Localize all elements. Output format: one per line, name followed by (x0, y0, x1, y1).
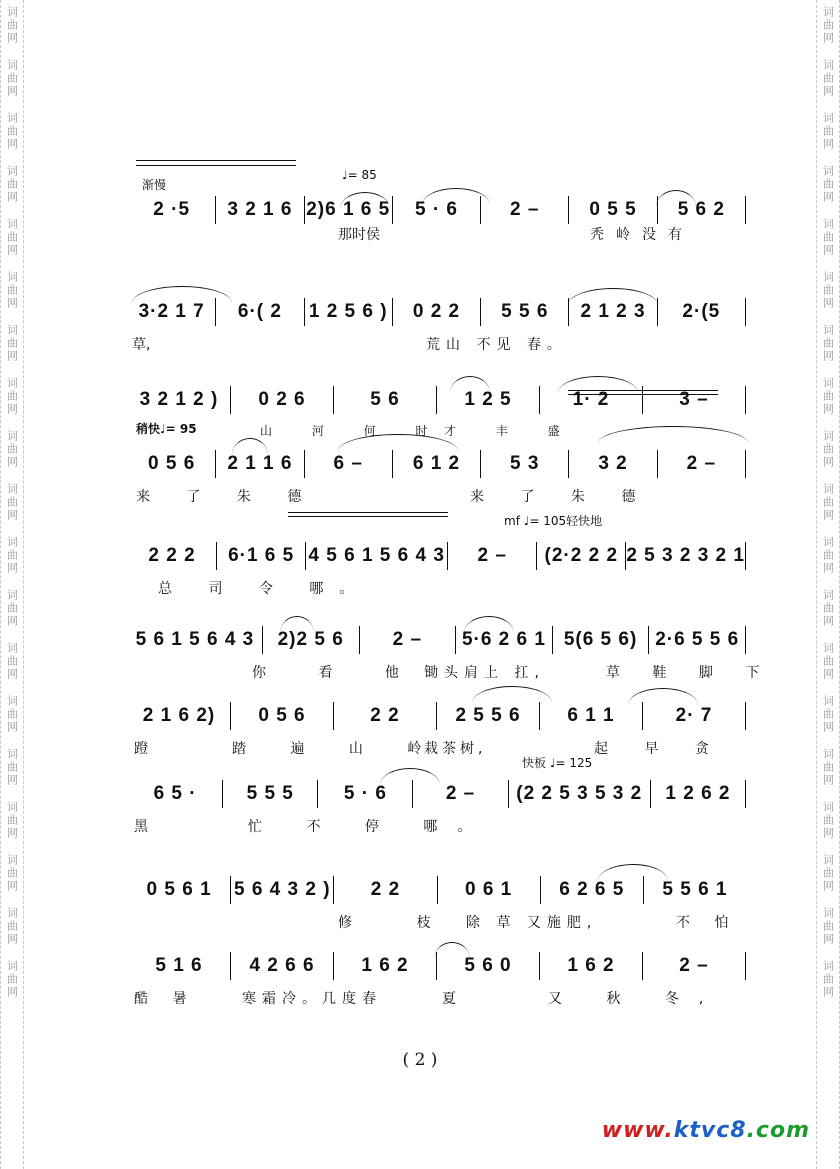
watermark-text: 词曲网 (821, 112, 835, 151)
lyric-text: 你 看 他 (252, 665, 423, 681)
site-logo (602, 1118, 810, 1143)
measure: 3 2 1 2 ) (139, 389, 219, 410)
logo-part: .com (746, 1118, 810, 1143)
watermark-text: 词曲网 (821, 165, 835, 204)
barline (745, 952, 746, 980)
hairpin-line (288, 512, 448, 513)
barline (745, 298, 746, 326)
watermark-text: 词曲网 (5, 854, 19, 893)
lyric-text: 忙 不 停 哪。 (248, 819, 492, 835)
watermark-text: 词曲网 (5, 112, 19, 151)
measure: 2 1 1 6 (227, 453, 293, 474)
measure: 2 2 (370, 879, 401, 900)
notation-line (128, 542, 746, 570)
slur (472, 686, 552, 703)
lyric-text: 起 早 贪 (594, 741, 725, 757)
measure: (2 2 5 3 5 3 2 (516, 783, 643, 804)
measure: 4 5 6 1 5 6 4 3 (308, 545, 445, 566)
measure: 2 – (686, 453, 717, 474)
notation-line (128, 450, 746, 478)
measure: 0 6 1 (464, 879, 513, 900)
measure: 5(6 5 6) (563, 629, 638, 650)
measure: 5 6 0 (464, 955, 512, 976)
watermark-text: 词曲网 (821, 271, 835, 310)
logo-part: www. (601, 1118, 674, 1143)
score-line-4 (128, 420, 746, 520)
watermark-text: 词曲网 (5, 483, 19, 522)
logo-part: ktvc8 (673, 1118, 747, 1143)
measure: 5 5 6 1 (662, 879, 728, 900)
watermark-text: 词曲网 (5, 6, 19, 45)
watermark-text: 词曲网 (5, 695, 19, 734)
watermark-text: 词曲网 (821, 59, 835, 98)
measure: (2·2 2 2 (544, 545, 619, 566)
measure: 3·2 1 7 (138, 301, 205, 322)
measure: 2 – (679, 955, 709, 976)
lyric-text: 才 丰 盛 (444, 424, 578, 438)
watermark-text: 词曲网 (5, 218, 19, 257)
measure: 5 5 6 (501, 301, 549, 322)
slur (380, 768, 440, 785)
watermark-text: 词曲网 (821, 324, 835, 363)
slur (464, 616, 514, 633)
measure: 2·6 5 5 6 (655, 629, 740, 650)
measure: 2· 7 (675, 705, 713, 726)
lyric-text: 来 了 朱 德 (136, 489, 318, 505)
left-watermark-strip (0, 0, 24, 1169)
measure: 1 2 5 (464, 389, 512, 410)
measure: 2 5 5 6 (455, 705, 521, 726)
watermark-text: 词曲网 (5, 642, 19, 681)
slur (338, 434, 458, 451)
measure: 5 3 (510, 453, 540, 474)
notation-line (128, 626, 746, 654)
watermark-text: 词曲网 (821, 589, 835, 628)
measure: 3 2 (598, 453, 628, 474)
hairpin-line (136, 165, 296, 166)
watermark-text: 词曲网 (821, 960, 835, 999)
barline (745, 702, 746, 730)
measure: 2 – (445, 783, 476, 804)
measure: 2 2 2 (148, 545, 196, 566)
measure: 4 2 6 6 (249, 955, 315, 976)
score-line-1 (128, 150, 746, 250)
slur (132, 286, 232, 303)
watermark-text: 词曲网 (5, 59, 19, 98)
watermark-text: 词曲网 (821, 907, 835, 946)
lyric-text: 又 秋 冬, (548, 991, 724, 1007)
measure: 1 2 6 2 (665, 783, 731, 804)
watermark-text: 词曲网 (5, 324, 19, 363)
measure: 2)6 1 6 5 (306, 199, 391, 220)
barline (745, 196, 746, 224)
measure: 3 – (679, 389, 709, 410)
measure: 1· 2 (572, 389, 610, 410)
watermark-text: 词曲网 (821, 801, 835, 840)
measure: 6·( 2 (237, 301, 282, 322)
hairpin-line (288, 516, 448, 517)
lyric-text: 夏 (442, 991, 456, 1007)
watermark-text: 词曲网 (5, 271, 19, 310)
score-line-2 (128, 268, 746, 368)
lyric-text: 山 河 何 时 (260, 424, 446, 438)
lyric-text: 草, (132, 337, 151, 353)
measure: 5 6 (370, 389, 400, 410)
measure: 0 5 6 (258, 705, 306, 726)
measure: 1 6 2 (361, 955, 409, 976)
slur (598, 426, 748, 443)
tempo-mark: mf ♩= 105轻快地 (504, 514, 603, 528)
measure: 2 ·5 (153, 199, 191, 220)
watermark-text: 词曲网 (5, 430, 19, 469)
slur (280, 616, 314, 633)
measure: 2)2 5 6 (277, 629, 344, 650)
measure: 2 – (477, 545, 507, 566)
barline (745, 450, 746, 478)
page-number: ( 2 ) (402, 1050, 438, 1070)
slur (568, 288, 658, 305)
measure: 3 2 1 6 (227, 199, 293, 220)
lyric-text: 蹬 (134, 741, 148, 757)
watermark-text: 词曲网 (5, 748, 19, 787)
lyric-text: 那时侯 (338, 227, 380, 243)
measure: 5 6 1 5 6 4 3 (135, 629, 255, 650)
measure: 6 5 · (153, 783, 197, 804)
measure: 6 1 2 (412, 453, 461, 474)
lyric-text: 荒山 不见 春。 (426, 337, 567, 353)
measure: 5 · 6 (343, 783, 387, 804)
measure: 2 – (510, 199, 540, 220)
measure: 0 5 6 1 (146, 879, 212, 900)
watermark-text: 词曲网 (5, 801, 19, 840)
score-line-10 (128, 922, 746, 1022)
watermark-text: 词曲网 (821, 6, 835, 45)
tempo-mark: 稍快♩= 95 (136, 422, 197, 436)
score-line-8 (128, 750, 746, 850)
measure: 5 6 2 (677, 199, 725, 220)
slur (628, 688, 698, 705)
lyric-text: 草 鞋 脚 下 (606, 665, 774, 681)
lyric-text: 修 枝 (338, 915, 461, 931)
measure: 0 5 6 (148, 453, 196, 474)
barline (745, 780, 746, 808)
measure: 2 5 3 2 3 2 1 (626, 545, 745, 566)
slur (450, 376, 490, 393)
measure: 0 2 2 (412, 301, 461, 322)
watermark-text: 词曲网 (821, 748, 835, 787)
slur (232, 438, 268, 455)
watermark-text: 词曲网 (821, 430, 835, 469)
slur (598, 864, 668, 881)
barline (745, 386, 746, 414)
slur (434, 942, 470, 959)
lyric-text: 黑 (134, 819, 148, 835)
measure: 5 5 5 (246, 783, 294, 804)
watermark-text: 词曲网 (5, 589, 19, 628)
measure: 2·(5 (682, 301, 721, 322)
watermark-text: 词曲网 (5, 536, 19, 575)
lyric-text: 寒霜冷。几度春 (242, 991, 382, 1007)
lyric-text: 不 怕 (676, 915, 739, 931)
tempo-mark: 渐慢 (142, 178, 167, 192)
watermark-text: 词曲网 (821, 854, 835, 893)
measure: 1 6 2 (567, 955, 615, 976)
lyric-text: 踏 遍 山 岭 (232, 741, 442, 757)
lyric-text: 栽茶树, (424, 741, 487, 757)
notation-line (128, 386, 746, 414)
measure: 6·1 6 5 (228, 545, 295, 566)
measure: 5 6 4 3 2 ) (233, 879, 331, 900)
measure: 1 2 5 6 ) (308, 301, 388, 322)
watermark-text: 词曲网 (5, 165, 19, 204)
lyric-text: 酷 暑 (134, 991, 197, 1007)
watermark-text: 词曲网 (821, 695, 835, 734)
lyric-text: 秃岭没有 (590, 227, 694, 243)
barline (745, 542, 746, 570)
measure: 6 2 6 5 (559, 879, 625, 900)
notation-line (128, 702, 746, 730)
tempo-mark: ♩= 85 (342, 168, 377, 182)
measure: 0 5 5 (589, 199, 637, 220)
measure: 2 1 2 3 (580, 301, 646, 322)
watermark-text: 词曲网 (5, 907, 19, 946)
lyric-text: 除 草 又施肥, (466, 915, 598, 931)
slur (340, 192, 390, 209)
measure: 6 – (333, 453, 363, 474)
right-watermark-strip (816, 0, 840, 1169)
measure: 5 · 6 (414, 199, 458, 220)
watermark-text: 词曲网 (821, 642, 835, 681)
lyric-text: 来 了 朱 德 (470, 489, 652, 505)
tempo-mark: 快板 ♩= 125 (522, 756, 593, 770)
barline (745, 626, 746, 654)
watermark-text: 词曲网 (5, 960, 19, 999)
slur (422, 188, 490, 205)
watermark-text: 词曲网 (821, 483, 835, 522)
slur (558, 376, 638, 393)
hairpin-line (136, 160, 296, 161)
measure: 6 1 1 (567, 705, 615, 726)
measure: 2 2 (370, 705, 400, 726)
watermark-text: 词曲网 (821, 377, 835, 416)
watermark-text: 词曲网 (821, 536, 835, 575)
lyric-text: 锄头肩上 扛, (424, 665, 545, 681)
watermark-text: 词曲网 (821, 218, 835, 257)
watermark-text: 词曲网 (5, 377, 19, 416)
measure: 2 1 6 2) (142, 705, 216, 726)
measure: 5 1 6 (155, 955, 203, 976)
slur (656, 190, 696, 207)
measure: 0 2 6 (258, 389, 306, 410)
measure: 2 – (392, 629, 423, 650)
lyric-text: 总 司 令 哪。 (158, 581, 370, 597)
measure: 5·6 2 6 1 (461, 629, 546, 650)
